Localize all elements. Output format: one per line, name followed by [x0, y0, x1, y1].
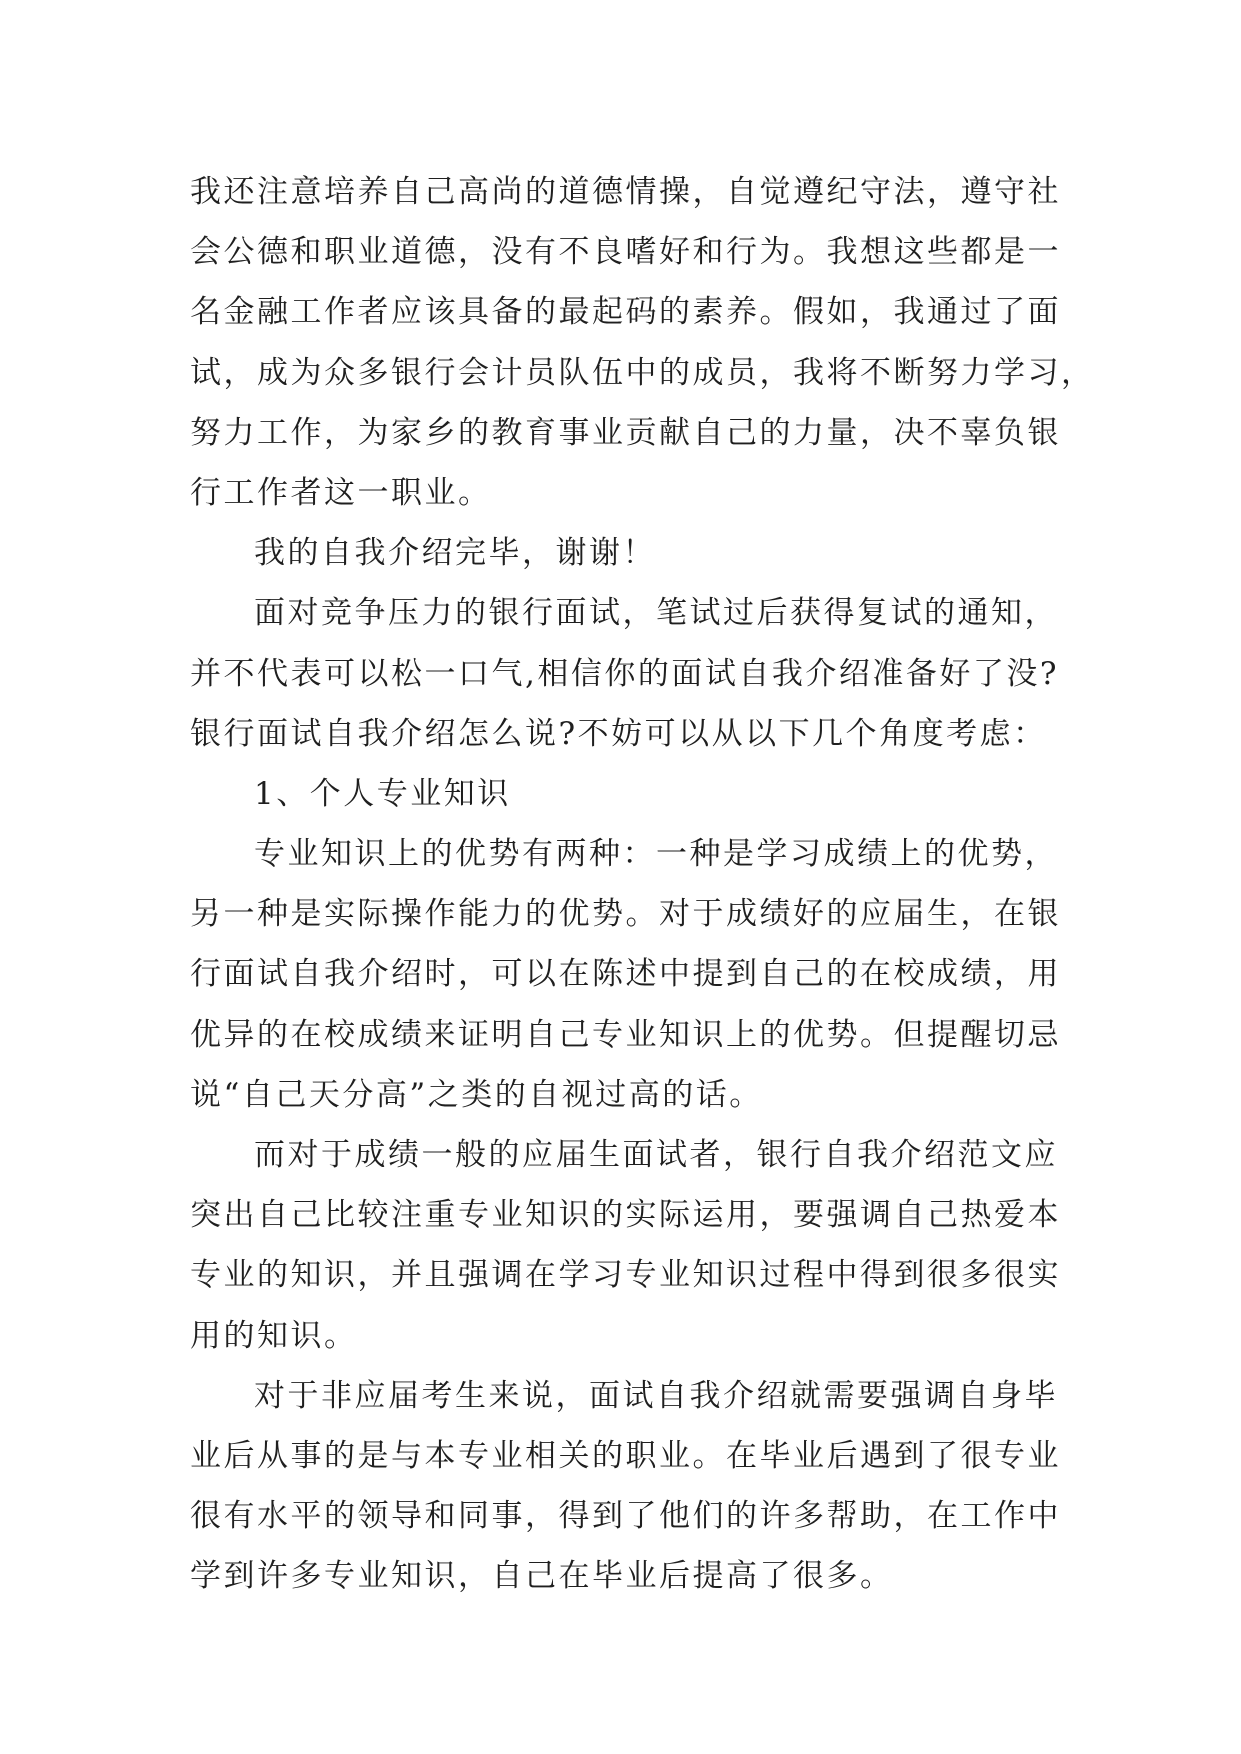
text-line: 对于非应届考生来说，面试自我介绍就需要强调自身毕 [254, 1377, 1058, 1414]
text-line: 我的自我介绍完毕，谢谢！ [254, 535, 656, 572]
text-line: 专业知识上的优势有两种：一种是学习成绩上的优势， [254, 836, 1058, 873]
text-line: 银行面试自我介绍怎么说?不妨可以从以下几个角度考虑： [190, 715, 1047, 752]
text-line: 业后从事的是与本专业相关的职业。在毕业后遇到了很专业 [190, 1437, 1061, 1474]
text-line: 很有水平的领导和同事，得到了他们的许多帮助，在工作中 [190, 1498, 1061, 1535]
text-line: 努力工作，为家乡的教育事业贡献自己的力量，决不辜负银 [190, 414, 1061, 451]
text-line: 行工作者这一职业。 [190, 474, 492, 511]
body-text [190, 162, 1095, 1607]
text-line: 并不代表可以松一口气,相信你的面试自我介绍准备好了没? [190, 655, 1059, 692]
text-line: 专业的知识，并且强调在学习专业知识过程中得到很多很实 [190, 1257, 1061, 1294]
text-line: 我还注意培养自己高尚的道德情操，自觉遵纪守法，遵守社 [190, 174, 1061, 210]
text-line: 优异的在校成绩来证明自己专业知识上的优势。但提醒切忌 [190, 1016, 1061, 1053]
text-line: 试，成为众多银行会计员队伍中的成员，我将不断努力学习， [190, 354, 1095, 391]
text-line: 面对竞争压力的银行面试，笔试过后获得复试的通知， [254, 595, 1058, 632]
text-line: 行面试自我介绍时，可以在陈述中提到自己的在校成绩，用 [190, 956, 1061, 993]
text-line: 会公德和职业道德，没有不良嗜好和行为。我想这些都是一 [190, 234, 1061, 271]
text-line: 突出自己比较注重专业知识的实际运用，要强调自己热爱本 [190, 1197, 1061, 1234]
text-line: 名金融工作者应该具备的最起码的素养。假如，我通过了面 [190, 294, 1061, 331]
text-line: 1、个人专业知识 [254, 775, 511, 812]
text-line: 另一种是实际操作能力的优势。对于成绩好的应届生，在银 [190, 896, 1061, 933]
text-line: 说“自己天分高”之类的自视过高的话。 [190, 1076, 763, 1113]
text-line: 学到许多专业知识，自己在毕业后提高了很多。 [190, 1558, 894, 1595]
text-line: 而对于成绩一般的应届生面试者，银行自我介绍范文应 [254, 1137, 1058, 1173]
text-line: 用的知识。 [190, 1317, 358, 1354]
